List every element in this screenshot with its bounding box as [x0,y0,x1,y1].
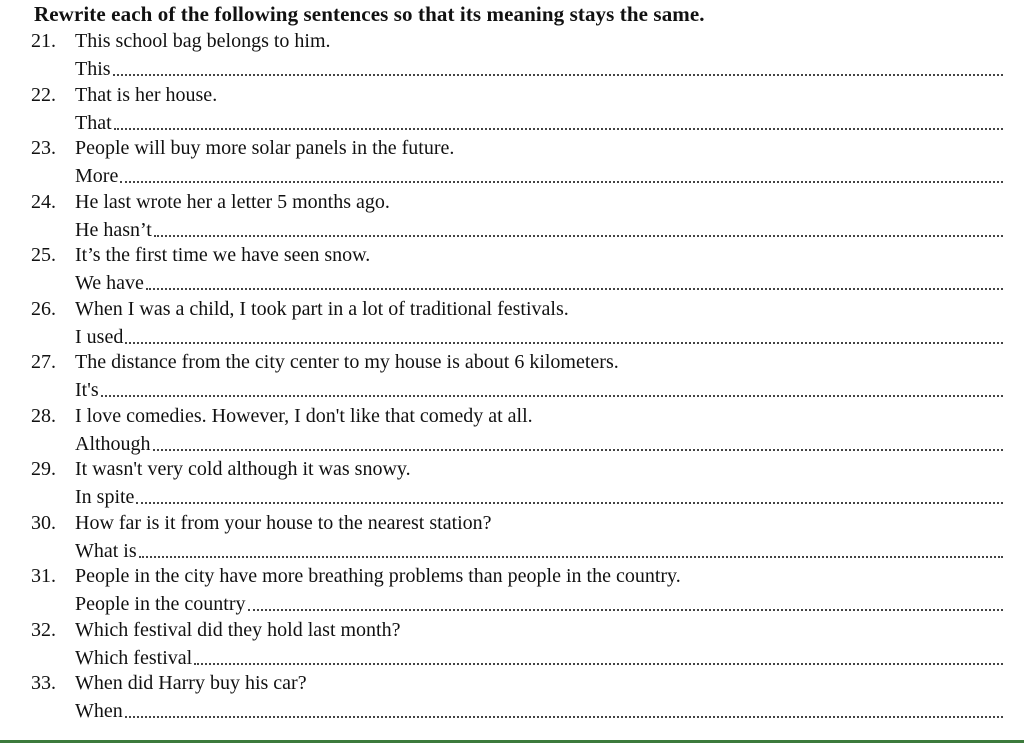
exercise-number: 31. [31,565,56,587]
exercise-item [0,28,1024,82]
dotted-answer-blank [113,74,1003,76]
exercise-item [0,242,1024,296]
exercise-item [0,670,1024,724]
exercise-sentence: People in the city have more breathing problems than people in the country. [75,565,681,587]
exercise-item [0,510,1024,564]
answer-starter: What is [75,539,137,562]
dotted-answer-blank [114,128,1003,130]
exercise-item [0,403,1024,457]
exercise-number: 22. [31,83,56,106]
exercise-sentence: He last wrote her a letter 5 months ago. [75,190,390,213]
answer-starter: It's [75,379,99,401]
answer-starter: People in the country [75,593,246,615]
exercise-number: 32. [31,618,56,641]
dotted-answer-blank [120,181,1003,183]
answer-starter: Which festival [75,646,193,669]
exercise-list [0,28,1024,724]
exercise-sentence: When I was a child, I took part in a lot of traditional festivals. [75,297,569,320]
exercise-number: 23. [31,137,56,159]
answer-line [75,270,1003,294]
dotted-answer-blank [139,556,1003,558]
exercise-sentence: This school bag belongs to him. [75,30,331,52]
exercise-item [0,563,1024,617]
answer-starter: I used [75,325,124,348]
exercise-item [0,135,1024,189]
exercise-item [0,296,1024,350]
exercise-number: 33. [31,672,56,694]
exercise-sentence: People will buy more solar panels in the future. [75,137,455,159]
exercise-number: 24. [31,190,56,213]
answer-line [75,217,1003,241]
answer-starter: That [75,111,112,134]
answer-line [75,56,1003,80]
instruction-heading: Rewrite each of the following sentences so that its meaning stays the same. [34,2,705,26]
answer-line [75,110,1003,134]
answer-line [75,431,1003,455]
exercise-sentence: Which festival did they hold last month? [75,618,401,641]
exercise-sentence: The distance from the city center to my house is about 6 kilometers. [75,351,619,373]
answer-starter: In spite [75,486,135,508]
exercise-sentence: How far is it from your house to the nearest station? [75,511,492,534]
exercise-number: 25. [31,244,56,266]
exercise-item [0,349,1024,403]
answer-line [75,324,1003,348]
dotted-answer-blank [146,288,1003,290]
exercise-item [0,456,1024,510]
dotted-answer-blank [153,449,1003,451]
exercise-number: 30. [31,511,56,534]
dotted-answer-blank [194,663,1003,665]
exercise-sentence: When did Harry buy his car? [75,672,307,694]
answer-line [75,484,1003,508]
answer-line [75,538,1003,562]
answer-starter: More [75,165,119,187]
answer-starter: We have [75,272,144,294]
dotted-answer-blank [248,609,1003,611]
dotted-answer-blank [125,716,1003,718]
dotted-answer-blank [101,395,1003,397]
dotted-answer-blank [125,342,1003,344]
exercise-number: 29. [31,458,56,480]
exercise-item [0,617,1024,671]
exercise-item [0,189,1024,243]
exercise-number: 26. [31,297,56,320]
exercise-sentence: It’s the first time we have seen snow. [75,244,371,266]
answer-line [75,591,1003,615]
dotted-answer-blank [136,502,1003,504]
answer-starter: He hasn’t [75,218,152,241]
exercise-sentence: It wasn't very cold although it was snowy. [75,458,411,480]
answer-line [75,163,1003,187]
exercise-number: 27. [31,351,56,373]
answer-starter: When [75,700,123,722]
exercise-sentence: I love comedies. However, I don't like that comedy at all. [75,404,533,427]
answer-line [75,645,1003,669]
exercise-item [0,82,1024,136]
answer-line [75,698,1003,722]
answer-starter: Although [75,432,151,455]
dotted-answer-blank [154,235,1003,237]
exercise-sentence: That is her house. [75,83,218,106]
exercise-number: 28. [31,404,56,427]
answer-line [75,377,1003,401]
answer-starter: This [75,58,111,80]
exercise-number: 21. [31,30,56,52]
